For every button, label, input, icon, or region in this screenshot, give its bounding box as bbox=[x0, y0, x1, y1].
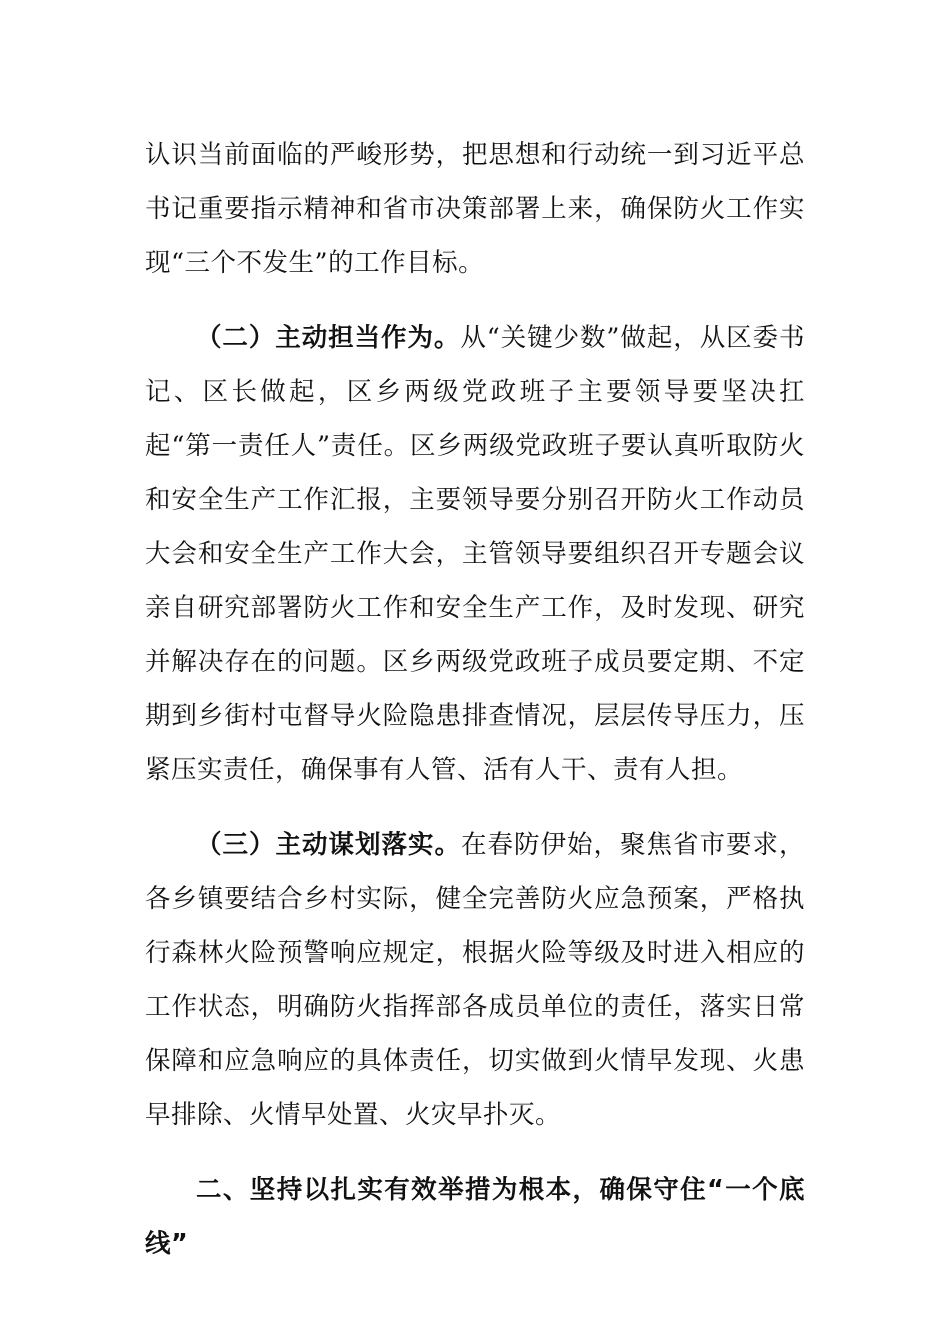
paragraph-section-3 bbox=[145, 818, 805, 1142]
chapter-heading: 二、坚持以扎实有效举措为根本，确保守住“一个底线” bbox=[145, 1175, 805, 1259]
paragraph-text: 在春防伊始，聚焦省市要求，各乡镇要结合乡村实际，健全完善防火应急预案，严格执行森林火险预警响应规定，根据火险等级及时进入相应的工作状态，明确防火指挥部各成员单位的责任，落实日常保障和应急响应的具体责任，切实做到火情早发现、火患早排除、火情早处置、火灾早扑灭。 bbox=[145, 830, 805, 1130]
paragraph-text: 从“关键少数”做起，从区委书记、区长做起，区乡两级党政班子主要领导要坚决扛起“第一责任人”责任。区乡两级党政班子要认真听取防火和安全生产工作汇报，主要领导要分别召开防火工作动员大会和安全生产工作大会，主管领导要组织召开专题会议亲自研究部署防火工作和安全生产工作，及时发现、研究并解决存在的问题。区乡两级党政班子成员要定期、不定期到乡街村屯督导火险隐患排查情况，层层传导压力，压紧压实责任，确保事有人管、活有人干、责有人担。 bbox=[145, 323, 805, 785]
chapter-heading-paragraph bbox=[145, 1163, 805, 1271]
paragraph-text: 认识当前面临的严峻形势，把思想和行动统一到习近平总书记重要指示精神和省市决策部署上来，确保防火工作实现“三个不发生”的工作目标。 bbox=[145, 140, 805, 278]
paragraph-continuation bbox=[145, 128, 805, 290]
paragraph-section-2 bbox=[145, 311, 805, 797]
section-lead-title: （二）主动担当作为。 bbox=[196, 323, 461, 353]
section-lead-title: （三）主动谋划落实。 bbox=[196, 830, 461, 860]
